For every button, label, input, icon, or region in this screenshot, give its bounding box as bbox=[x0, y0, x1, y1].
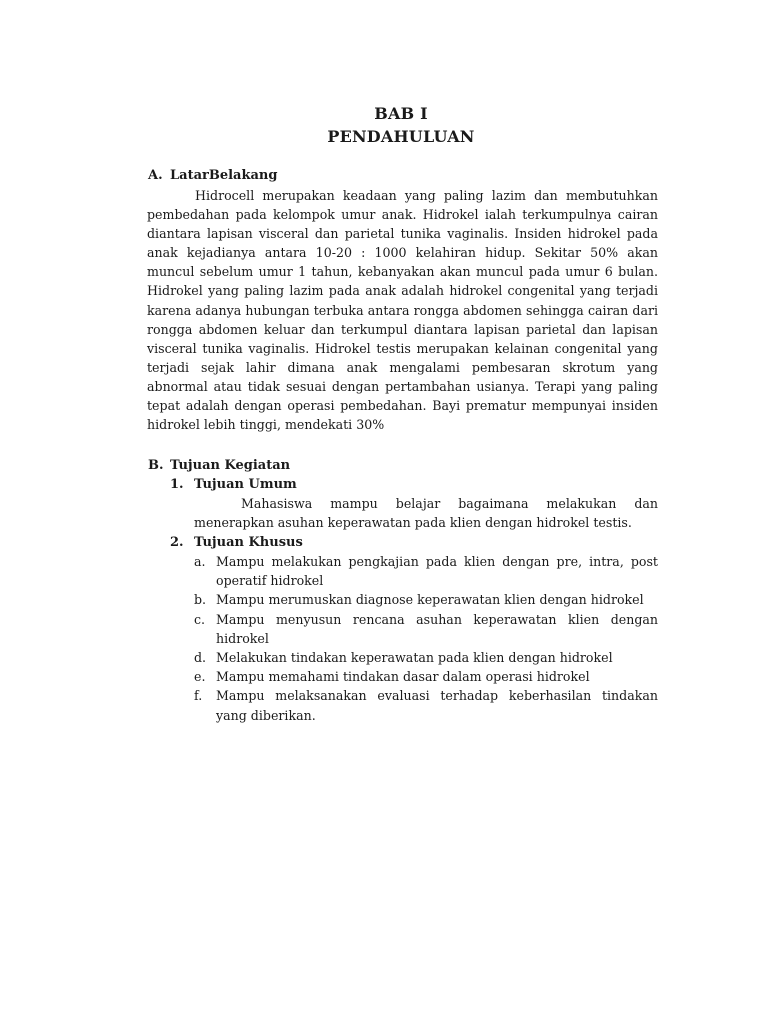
list-item-marker: a. bbox=[194, 554, 206, 569]
general-objective-heading bbox=[170, 477, 297, 492]
list-item-marker: e. bbox=[194, 669, 206, 685]
section-a-heading bbox=[148, 168, 277, 183]
list-item-text: Mampu memahami tindakan dasar dalam operasi hidrokel bbox=[216, 669, 590, 685]
specific-objective-heading bbox=[170, 535, 303, 550]
section-a-title: LatarBelakang bbox=[170, 168, 278, 183]
list-item bbox=[194, 590, 658, 609]
list-item bbox=[194, 648, 658, 667]
general-objective-marker: 1. bbox=[170, 477, 184, 492]
list-item-text: Mampu melakukan pengkajian pada klien dengan pre, intra, post operatif hidrokel bbox=[216, 554, 658, 589]
section-b-title: Tujuan Kegiatan bbox=[170, 458, 291, 473]
list-item-text: Melakukan tindakan keperawatan pada klien dengan hidrokel bbox=[216, 650, 613, 666]
section-a-marker: A. bbox=[148, 168, 163, 183]
general-objective-paragraph: Mahasiswa mampu belajar bagaimana melakukan dan menerapkan asuhan keperawatan pada klien dengan hidrokel testis. bbox=[194, 496, 658, 531]
specific-objective-marker: 2. bbox=[170, 535, 184, 550]
list-item-text: Mampu merumuskan diagnose keperawatan klien dengan hidrokel bbox=[216, 592, 644, 608]
list-item bbox=[194, 610, 658, 648]
section-b-marker: B. bbox=[148, 458, 164, 473]
list-item-text: Mampu melaksanakan evaluasi terhadap keberhasilan tindakan yang diberikan. bbox=[216, 688, 658, 723]
section-b-heading bbox=[148, 458, 290, 473]
list-item-marker: f. bbox=[194, 688, 203, 704]
list-item-text: Mampu menyusun rencana asuhan keperawatan klien dengan hidrokel bbox=[216, 611, 658, 646]
background-paragraph: Hidrocell merupakan keadaan yang paling lazim dan membutuhkan pembedahan pada kelompok umur anak. Hidrokel ialah terkumpulnya cairan diantara lapisan visceral dan parietal tunika vaginalis. Insiden hidrokel pada anak kejadianya antara 10-20 : 1000 kelahiran hidup. Sekitar 50% akan muncul sebelum umur 1 tahun, kebanyakan akan muncul pada umur 6 bulan. Hidrokel yang paling lazim pada anak adalah hidrokel congenital yang terjadi karena adanya hubungan terbuka antara rongga abdomen sehingga cairan dari rongga abdomen keluar dan terkumpul diantara lapisan parietal dan lapisan visceral tunika vaginalis. Hidrokel testis merupakan kelainan congenital yang terjadi sejak lahir dimana anak mengalami pembesaran skrotum yang abnormal atau tidak sesuai dengan pertambahan usianya. Terapi yang paling tepat adalah dengan operasi pembedahan. Bayi prematur mempunyai insiden hidrokel lebih tinggi, mendekati 30% bbox=[147, 188, 658, 433]
list-item-marker: c. bbox=[194, 611, 206, 627]
specific-objective-list bbox=[194, 552, 658, 725]
general-objective-title: Tujuan Umum bbox=[194, 477, 297, 492]
chapter-number: BAB I bbox=[374, 104, 428, 123]
list-item bbox=[194, 686, 658, 724]
list-item-marker: d. bbox=[194, 650, 207, 666]
list-item bbox=[194, 667, 658, 686]
list-item-marker: b. bbox=[194, 592, 207, 608]
specific-objective-title: Tujuan Khusus bbox=[194, 535, 303, 550]
chapter-title: PENDAHULUAN bbox=[327, 127, 475, 146]
list-item bbox=[194, 552, 658, 590]
